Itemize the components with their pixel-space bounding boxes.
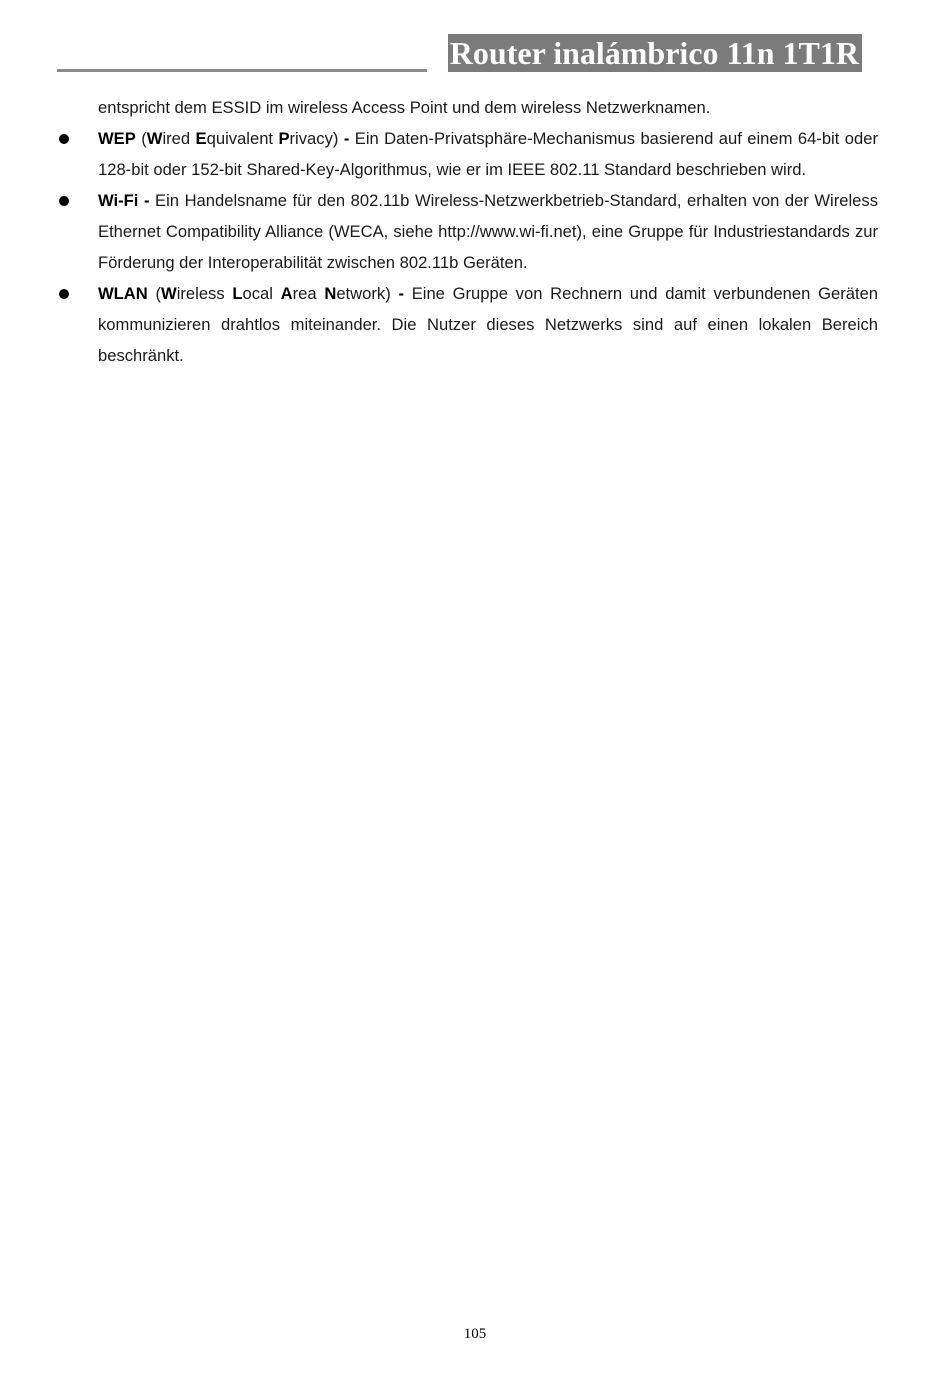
bullet-icon: [59, 134, 69, 144]
abbr-rest: rivacy): [289, 129, 344, 148]
open-paren: (: [147, 284, 162, 303]
page-number: 105: [463, 1326, 487, 1342]
glossary-term: WEP: [98, 129, 136, 148]
abbr-letter: P: [278, 129, 290, 148]
continuation-paragraph: entspricht dem ESSID im wireless Access Point und dem wireless Netzwerknamen.: [98, 98, 711, 117]
abbr-letter: E: [195, 129, 207, 148]
page-header: [57, 34, 862, 74]
open-paren: (: [135, 129, 147, 148]
abbr-letter: W: [146, 129, 163, 148]
abbr-rest: ireless: [176, 284, 233, 303]
abbr-rest: ocal: [242, 284, 281, 303]
abbr-letter: A: [280, 284, 293, 303]
glossary-definition: Ein Handelsname für den 802.11b Wireless-Netzwerkbetrieb-Standard, erhalten von der Wireless Ethernet Compatibility Alliance (WECA, siehe http://www.wi-fi.net), eine Gruppe für Industriestandards zur Förderung der Interoperabilität zwischen 802.11b Geräten.: [98, 191, 878, 272]
abbr-letter: W: [161, 284, 177, 303]
bullet-icon: [59, 196, 69, 206]
header-rule: [57, 69, 427, 72]
header-title: Router inalámbrico 11n 1T1R: [448, 34, 862, 72]
abbr-rest: rea: [292, 284, 325, 303]
glossary-item-wifi: [98, 185, 878, 278]
term-dash: -: [343, 129, 350, 148]
abbr-letter: L: [232, 284, 243, 303]
glossary-definition: Eine Gruppe von Rechnern und damit verbundenen Geräten kommunizieren drahtlos miteinander. Die Nutzer dieses Netzwerks sind auf einen lokalen Bereich beschränkt.: [98, 284, 879, 365]
glossary-term: Wi-Fi -: [98, 191, 150, 210]
glossary-item-wep: [98, 123, 878, 185]
glossary-definition: Ein Daten-Privatsphäre-Mechanismus basierend auf einem 64-bit oder 128-bit oder 152-bit Shared-Key-Algorithmus, wie er im IEEE 802.11 Standard beschrieben wird.: [98, 129, 878, 179]
abbr-rest: etwork): [336, 284, 399, 303]
glossary-term: WLAN: [98, 284, 148, 303]
glossary-item-wlan: [98, 278, 878, 371]
abbr-letter: N: [324, 284, 337, 303]
bullet-icon: [59, 289, 69, 299]
abbr-rest: ired: [162, 129, 196, 148]
term-dash: -: [398, 284, 404, 303]
abbr-rest: quivalent: [206, 129, 279, 148]
page-content: [98, 92, 878, 371]
